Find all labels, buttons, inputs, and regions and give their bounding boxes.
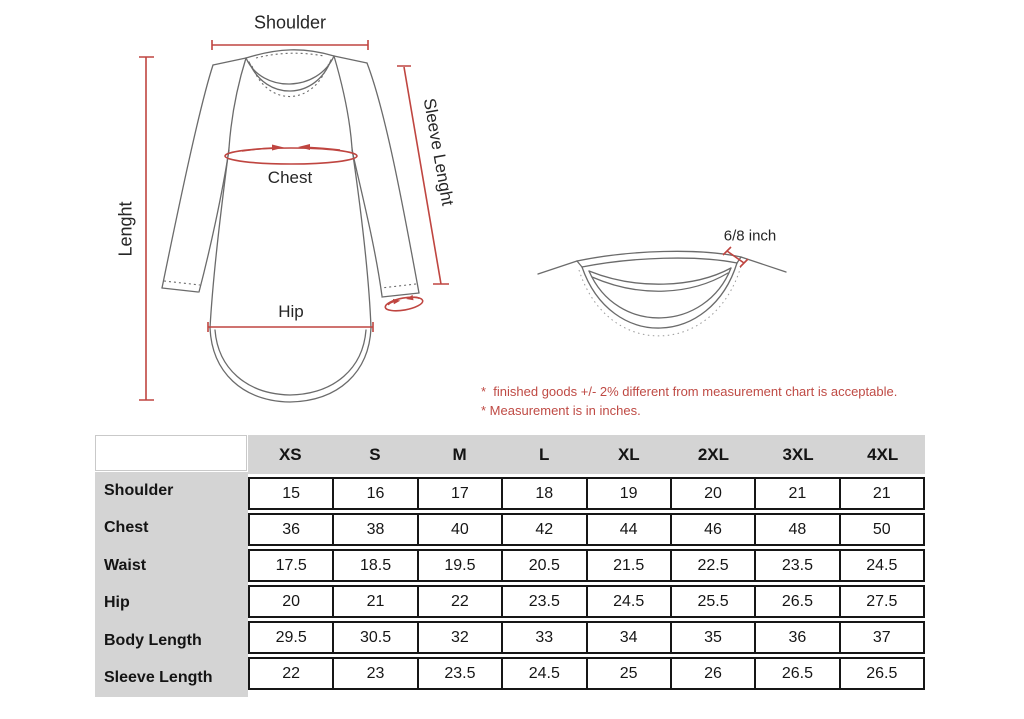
neck-width-label: 6/8 inch [723,227,777,245]
table-cell: 17 [419,477,503,510]
table-cell: 22 [248,657,334,690]
table-cell: 24.5 [588,585,672,618]
row-label-hip: Hip [104,594,130,612]
table-cell: 21 [756,477,840,510]
table-cell: 19.5 [419,549,503,582]
column-header-4xl: 4XL [867,444,899,464]
row-label-body-length: Body Length [104,631,202,649]
note-units: * Measurement is in inches. [481,403,641,418]
table-cell: 44 [588,513,672,546]
table-row [248,549,925,582]
table-cell: 24.5 [503,657,587,690]
table-row [248,621,925,654]
row-label-chest: Chest [104,519,149,537]
table-label-column [95,472,248,697]
row-label-sleeve-length: Sleeve Length [104,669,213,687]
table-cell: 20 [248,585,334,618]
column-header-m: M [452,444,467,464]
neckline-detail [538,247,786,336]
table-cell: 19 [588,477,672,510]
table-data-grid [248,474,925,690]
table-cell: 34 [588,621,672,654]
table-corner-cell [95,435,247,471]
table-cell: 15 [248,477,334,510]
table-cell: 26.5 [756,585,840,618]
column-header-3xl: 3XL [782,444,814,464]
column-header-s: S [369,444,381,464]
hip-label: Hip [278,302,304,321]
shoulder-label: Shoulder [253,12,327,33]
table-row [248,513,925,546]
table-cell: 37 [841,621,925,654]
column-header-2xl: 2XL [697,444,730,464]
chest-label: Chest [267,168,313,187]
note-tolerance: * finished goods +/- 2% different from measurement chart is acceptable. [481,384,898,399]
table-cell: 20 [672,477,756,510]
table-cell: 32 [419,621,503,654]
table-cell: 46 [672,513,756,546]
garment-outline [162,50,419,402]
table-cell: 38 [334,513,418,546]
row-label-shoulder: Shoulder [104,481,174,499]
table-cell: 24.5 [841,549,925,582]
table-cell: 50 [841,513,925,546]
table-row [248,585,925,618]
table-header-row [248,435,925,474]
notes [481,382,897,420]
column-header-xs: XS [278,444,302,464]
table-cell: 23.5 [503,585,587,618]
column-header-l: L [538,444,550,464]
table-cell: 23.5 [756,549,840,582]
table-cell: 30.5 [334,621,418,654]
table-row [248,477,925,510]
measurement-marks [139,40,449,400]
table-cell: 22.5 [672,549,756,582]
size-table [95,435,925,697]
table-cell: 18 [503,477,587,510]
table-cell: 26.5 [841,657,925,690]
table-cell: 26 [672,657,756,690]
table-cell: 42 [503,513,587,546]
table-cell: 21 [334,585,418,618]
column-header-xl: XL [617,444,640,464]
table-cell: 17.5 [248,549,334,582]
table-cell: 25 [588,657,672,690]
table-cell: 21.5 [588,549,672,582]
table-cell: 36 [248,513,334,546]
table-cell: 22 [419,585,503,618]
table-cell: 16 [334,477,418,510]
row-label-waist: Waist [104,556,147,574]
table-cell: 35 [672,621,756,654]
table-cell: 27.5 [841,585,925,618]
table-cell: 18.5 [334,549,418,582]
table-cell: 29.5 [248,621,334,654]
table-row [248,657,925,690]
table-cell: 40 [419,513,503,546]
table-cell: 26.5 [756,657,840,690]
table-cell: 21 [841,477,925,510]
table-cell: 23.5 [419,657,503,690]
table-cell: 20.5 [503,549,587,582]
table-cell: 48 [756,513,840,546]
table-cell: 23 [334,657,418,690]
table-cell: 25.5 [672,585,756,618]
table-cell: 33 [503,621,587,654]
sleeve-length-label: Sleeve Lenght [419,96,458,208]
length-label: Lenght [115,201,136,257]
table-cell: 36 [756,621,840,654]
